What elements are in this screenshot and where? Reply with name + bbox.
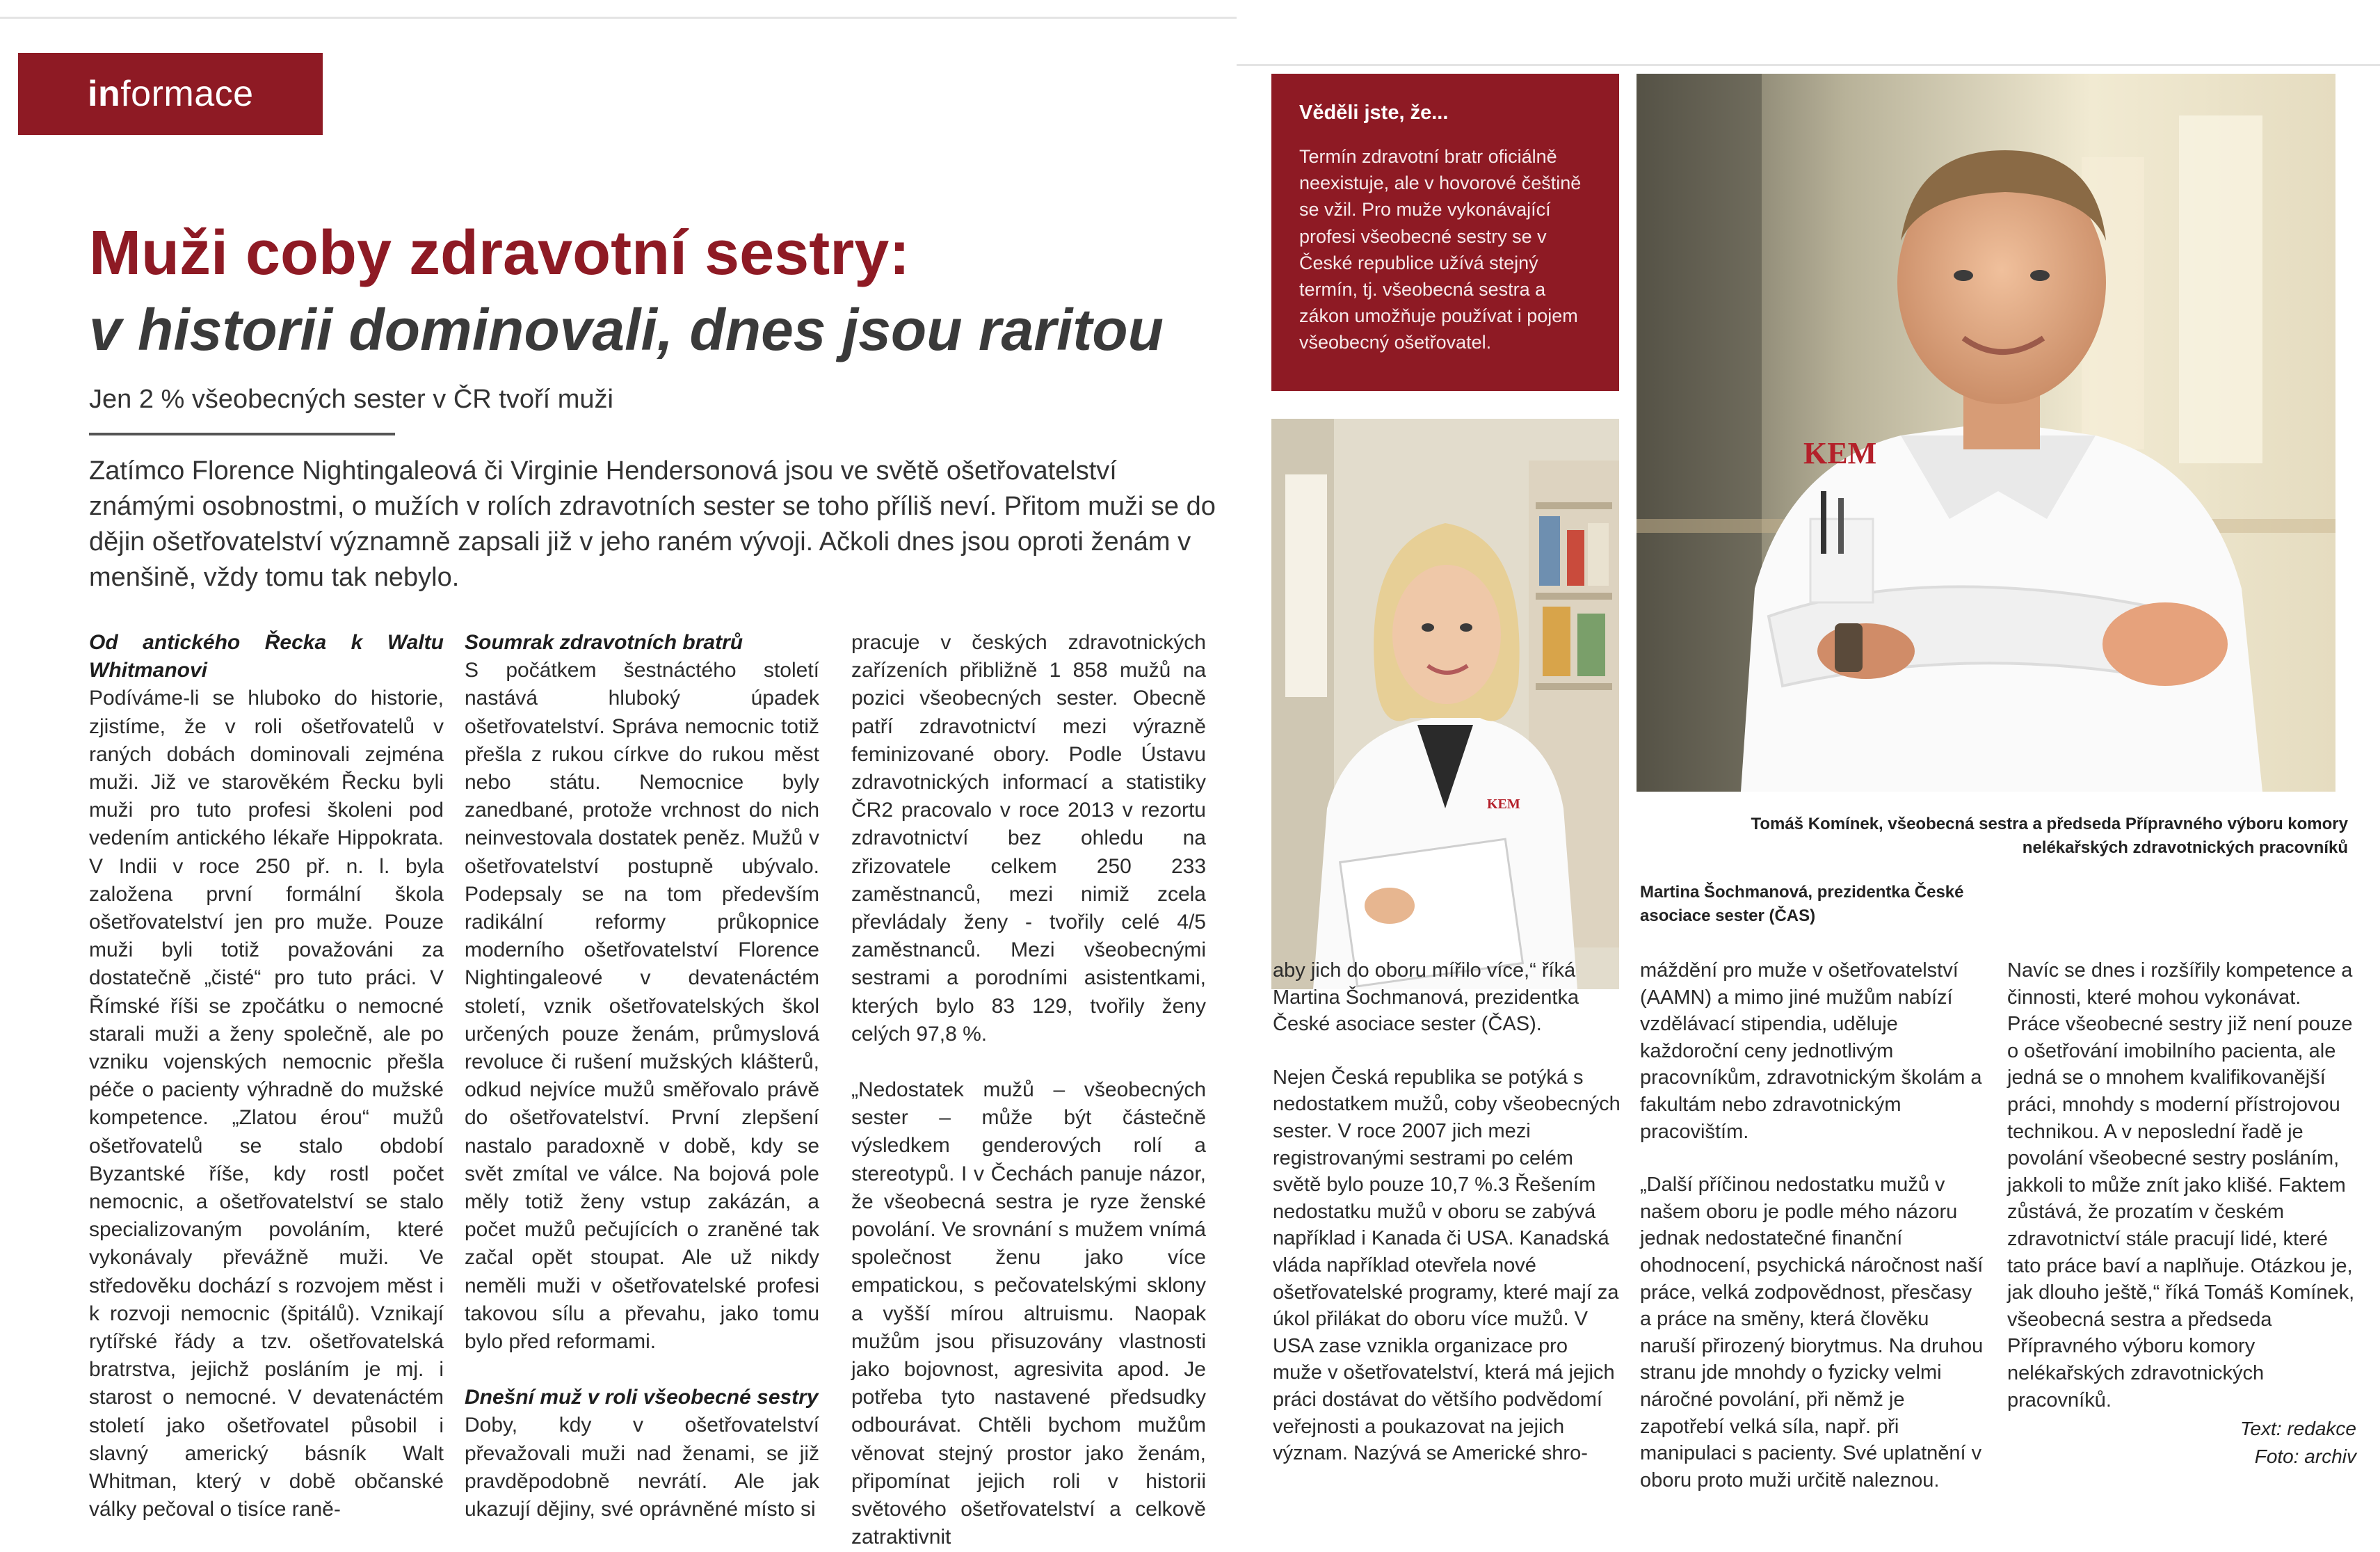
article-title: Muži coby zdravotní sestry: xyxy=(89,218,910,288)
article-subtitle: v historii dominovali, dnes jsou raritou xyxy=(89,297,1164,362)
text-column-3 xyxy=(851,629,1206,1549)
section-tab xyxy=(18,53,323,135)
credit-photo: Foto: archiv xyxy=(2254,1446,2356,1467)
left-page xyxy=(0,17,1237,1549)
column-paragraph: Navíc se dnes i rozšířily kompetence a činnosti, které mohou vykonávat. Práce všeobecné sestry již není pouze o ošetřování imobilního pacienta, ale jedná se o mnohem kvalifikovanější práci, mnohdy s moderní přístrojovou technikou. A v neposlední řadě je povolání všeobecné sestry posláním, jakkoli to může znít jako klišé. Faktem zůstává, že prozatím v českém zdravotnictví stále pracují lidé, které tato práce baví a naplňuje. Otázkou je, jak dlouho ještě,“ říká Tomáš Komínek, všeobecná sestra a předseda Přípravného výboru komory nelékařských zdravotnických pracovníků. xyxy=(2007,959,2355,1411)
svg-text:KEM: KEM xyxy=(1487,797,1520,812)
column-heading-2: Dnešní muž v roli všeobecné sestry xyxy=(465,1386,819,1409)
svg-text:KEM: KEM xyxy=(1803,436,1877,470)
photo-caption-side: Martina Šochmanová, prezidentka České asociace sester (ČAS) xyxy=(1640,883,1964,925)
column-paragraph-2: „Nedostatek mužů – všeobecných sester – může být částečně výsledkem genderových rolí a stereotypů. I v Čechách panuje názor, že všeobecná sestra je ryze ženské povolání. Ve srovnání s mužem vnímá společnost ženu jako více empatickou, s pečovatelskými sklony a vyšší mírou altruismu. Naopak mužům jsou přisuzovány vlastnosti jako bojovnost, agresivita apod. Je potřeba tyto nastavené předsudky odbourávat. Chtěli bychom mužům věnovat stejný prostor jako ženám, připomínat jejich roli v historii světového ošetřovatelství a celkově zatraktivnit xyxy=(851,1078,1206,1549)
photo-caption-main: Tomáš Komínek, všeobecná sestra a předseda Přípravného výboru komory nelékařských zdravotnických pracovníků xyxy=(1751,815,2348,857)
column-paragraph: S počátkem šestnáctého století nastává hluboký úpadek ošetřovatelství. Správa nemocnic totiž přešla z rukou církve do rukou měst nebo státu. Nemocnice byly zanedbané, protože vrchnost do nich neinvestovala dostatek peněz. Mužů v ošetřovatelství postupně ubývalo. Podepsaly se na tom především radikální reformy průkopnice moderního ošetřovatelství Florence Nightingaleové v devatenáctém století, vznik ošetřovatelských škol určených pouze ženám, průmyslová revoluce či rušení mužských klášterů, odkud nejvíce mužů směřovalo právě do ošetřovatelství. První zlepšení nastalo paradoxně v době, kdy se svět zmítal ve válce. Na bojová pole měly totiž ženy vstup zakázán, a počet mužů pečujících o zraněné tak začal opět stoupat. Ale už nikdy neměli muži v ošetřovatelské profesi takovou sílu a převahu, jako tomu bylo před reformami. xyxy=(465,659,819,1354)
right-page xyxy=(1237,64,2380,1522)
fact-box xyxy=(1271,74,1619,391)
column-paragraph: pracuje v českých zdravotnických zařízeních přibližně 1 858 mužů na pozici všeobecných sester. Obecně patří zdravotnictví mezi výrazně feminizované obory. Podle Ústavu zdravotnických informací a statistiky ČR2 pracovalo v roce 2013 v rezortu zdravotnictví bez ohledu na zřizovatele celkem 250 233 zaměstnanců, mezi nimiž zcela převládaly ženy - tvořily celé 4/5 zaměstnanců. Mezi všeobecnými sestrami a porodními asistentkami, kterých bylo 83 129, tvořily ženy celých 97,8 %. xyxy=(851,631,1206,1046)
column-paragraph: aby jich do oboru mířilo více,“ říká Martina Šochmanová, prezidentka České asociace sester (ČAS). xyxy=(1273,959,1579,1036)
column-paragraph-2: „Další příčinou nedostatku mužů v našem oboru je podle mého názoru jednak nedostatečné finanční ohodnocení, psychická náročnost naší práce, velká zodpovědnost, přesčasy a práce na směny, která člověku naruší přirozený biorytmus. Na druhou stranu jde mnohdy o fyzicky velmi náročné povolání, při němž je zapotřebí velká síla, např. při manipulaci s pacienty. Své uplatnění v oboru proto muži určitě naleznou. xyxy=(1640,1174,1984,1491)
title-rule xyxy=(89,433,395,435)
page-edge xyxy=(0,17,1237,19)
column-paragraph: Podíváme-li se hluboko do historie, zjistíme, že v roli ošetřovatelů v raných dobách dominovali zejména muži. Již ve starověkém Řecku byli muži pro tuto profesi školeni pod vedením antického lékaře Hippokrata. V Indii v roce 250 př. n. l. byla založena první formální škola ošetřovatelství jen pro muže. Pouze muži byli totiž považováni za dostatečně „čisté“ pro tuto práci. V Římské říši se zpočátku o nemocné starali muži a ženy společně, ale po vzniku vojenských nemocnic přešla péče o pacienty výhradně do mužské kompetence. „Zlatou érou“ mužů ošetřovatelů se stalo období Byzantské říše, kdy rostl počet nemocnic, a ošetřovatelství se stalo specializovaným povoláním, které vykonávaly převážně muži. Ve středověku dochází s rozvojem měst i k rozvoji nemocnic (špitálů). Vznikají rytířské řády a tzv. ošetřovatelská bratrstva, jejichž posláním je mj. i starost o nemocné. V devatenáctém století jako ošetřovatel působil i slavný americký básník Walt Whitman, který v době občanské války pečoval o tisíce raně- xyxy=(89,687,444,1521)
page-edge xyxy=(1237,64,2380,66)
photo-female-nurse xyxy=(1271,419,1619,989)
photo-male-nurse xyxy=(1637,74,2335,792)
column-paragraph: máždění pro muže v ošetřovatelství (AAMN) a mimo jiné mužům nabízí vzdělávací stipendia, uděluje každoroční ceny jednotlivým pracovníkům, zdravotnickým školám a fakultám nebo zdravotnickým pracovištím. xyxy=(1640,959,1982,1143)
section-tab-bold: in xyxy=(88,74,121,114)
fact-box-text: Termín zdravotní bratr oficiálně neexistuje, ale v hovorové češtině se vžil. Pro muže vykonávající profesi všeobecné sestry se v České republice užívá stejný termín, tj. všeobecná sestra a zákon umožňuje používat i pojem všeobecný ošetřovatel. xyxy=(1299,146,1582,353)
right-text-column-2 xyxy=(1640,957,1988,1514)
text-column-2 xyxy=(465,629,819,1521)
right-text-column-1 xyxy=(1273,957,1621,1514)
article-credits xyxy=(2023,1415,2356,1471)
article-lead: Zatímco Florence Nightingaleová či Virginie Hendersonová jsou ve světě ošetřovatelství známými osobnostmi, o mužích v rolích zdravotních sester se toho příliš neví. Přitom muži se do dějin ošetřovatelství významně zapsali již v jeho raném vývoji. Ačkoli dnes jsou oproti ženám v menšině, vždy tomu tak nebylo. xyxy=(89,456,1216,592)
column-heading: Od antického Řecka k Waltu Whitmanovi xyxy=(89,631,444,682)
column-heading: Soumrak zdravotních bratrů xyxy=(465,631,743,654)
section-tab-rest: formace xyxy=(120,74,254,114)
credit-text: Text: redakce xyxy=(2240,1418,2356,1439)
text-column-1 xyxy=(89,629,444,1521)
photo-male-nurse-art xyxy=(1637,74,2335,792)
article-tagline: Jen 2 % všeobecných sester v ČR tvoří muži xyxy=(89,385,613,414)
photo-female-nurse-art xyxy=(1271,419,1619,989)
fact-box-title: Věděli jste, že... xyxy=(1299,102,1449,124)
column-paragraph-2: Doby, kdy v ošetřovatelství převažovali muži nad ženami, se již pravděpodobně nevrátí. Ale jak ukazují dějiny, své oprávněné místo si xyxy=(465,1414,819,1521)
column-paragraph-2: Nejen Česká republika se potýká s nedostatkem mužů, coby všeobecných sester. V roce 2007 jich mezi registrovanými sestrami po celém světě bylo pouze 10,7 %.3 Řešením nedostatku mužů v oboru se zabývá například i Kanada či USA. Kanadská vláda například otevřela nové ošetřovatelské programy, které mají za úkol přilákat do oboru více mužů. V USA zase vznikla organizace pro muže v ošetřovatelství, která má jejich práci dostávat do většího podvědomí veřejnosti a poukazovat na jejich význam. Nazývá se Americké shro- xyxy=(1273,1066,1621,1465)
